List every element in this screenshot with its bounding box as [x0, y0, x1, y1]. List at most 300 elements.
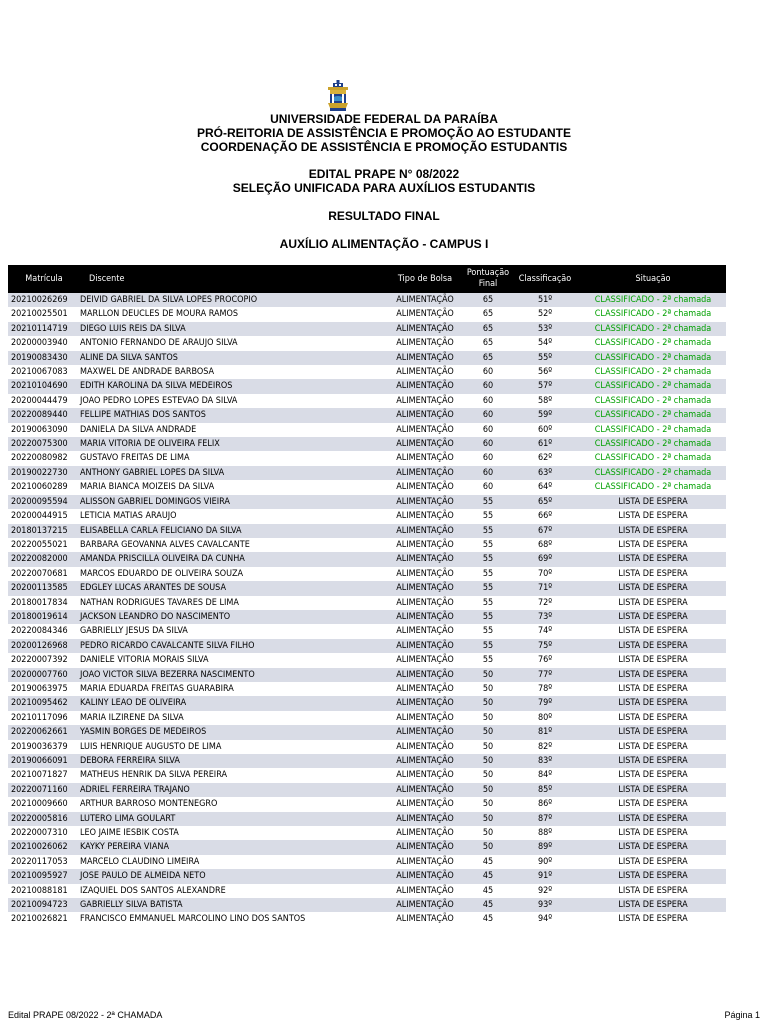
cell-situacao: CLASSIFICADO - 2ª chamada	[580, 307, 726, 321]
cell-tipo-bolsa: ALIMENTAÇÃO	[384, 912, 466, 926]
cell-situacao: LISTA DE ESPERA	[580, 725, 726, 739]
cell-classificacao: 70º	[510, 567, 580, 581]
cell-matricula: 20190036379	[8, 740, 77, 754]
cell-pontuacao: 45	[466, 884, 510, 898]
cell-tipo-bolsa: ALIMENTAÇÃO	[384, 394, 466, 408]
cell-tipo-bolsa: ALIMENTAÇÃO	[384, 639, 466, 653]
col-header-discente: Discente	[77, 265, 384, 293]
cell-situacao: CLASSIFICADO - 2ª chamada	[580, 423, 726, 437]
table-row	[8, 725, 726, 739]
cell-discente: JOSE PAULO DE ALMEIDA NETO	[77, 869, 384, 883]
cell-situacao: CLASSIFICADO - 2ª chamada	[580, 408, 726, 422]
table-row	[8, 668, 726, 682]
cell-situacao: LISTA DE ESPERA	[580, 581, 726, 595]
cell-classificacao: 92º	[510, 884, 580, 898]
cell-situacao: CLASSIFICADO - 2ª chamada	[580, 379, 726, 393]
cell-tipo-bolsa: ALIMENTAÇÃO	[384, 768, 466, 782]
cell-matricula: 20200095594	[8, 495, 77, 509]
cell-discente: MARIA VITORIA DE OLIVEIRA FELIX	[77, 437, 384, 451]
cell-situacao: LISTA DE ESPERA	[580, 567, 726, 581]
cell-discente: GUSTAVO FREITAS DE LIMA	[77, 451, 384, 465]
cell-matricula: 20210009660	[8, 797, 77, 811]
cell-pontuacao: 60	[466, 466, 510, 480]
cell-tipo-bolsa: ALIMENTAÇÃO	[384, 898, 466, 912]
table-row	[8, 855, 726, 869]
cell-pontuacao: 55	[466, 524, 510, 538]
cell-tipo-bolsa: ALIMENTAÇÃO	[384, 365, 466, 379]
table-row	[8, 826, 726, 840]
cell-classificacao: 94º	[510, 912, 580, 926]
cell-classificacao: 89º	[510, 840, 580, 854]
cell-matricula: 20200007760	[8, 668, 77, 682]
table-row	[8, 711, 726, 725]
table-row	[8, 552, 726, 566]
cell-classificacao: 86º	[510, 797, 580, 811]
cell-classificacao: 84º	[510, 768, 580, 782]
cell-matricula: 20200113585	[8, 581, 77, 595]
cell-discente: IZAQUIEL DOS SANTOS ALEXANDRE	[77, 884, 384, 898]
cell-matricula: 20210071827	[8, 768, 77, 782]
cell-discente: DANIELE VITORIA MORAIS SILVA	[77, 653, 384, 667]
cell-pontuacao: 65	[466, 351, 510, 365]
cell-situacao: LISTA DE ESPERA	[580, 596, 726, 610]
cell-classificacao: 64º	[510, 480, 580, 494]
cell-pontuacao: 55	[466, 596, 510, 610]
cell-classificacao: 78º	[510, 682, 580, 696]
cell-situacao: LISTA DE ESPERA	[580, 754, 726, 768]
cell-discente: FELLIPE MATHIAS DOS SANTOS	[77, 408, 384, 422]
cell-discente: LUTERO LIMA GOULART	[77, 812, 384, 826]
cell-matricula: 20180137215	[8, 524, 77, 538]
cell-tipo-bolsa: ALIMENTAÇÃO	[384, 754, 466, 768]
cell-classificacao: 56º	[510, 365, 580, 379]
cell-classificacao: 90º	[510, 855, 580, 869]
cell-matricula: 20210026062	[8, 840, 77, 854]
cell-matricula: 20210094723	[8, 898, 77, 912]
cell-discente: NATHAN RODRIGUES TAVARES DE LIMA	[77, 596, 384, 610]
cell-discente: JACKSON LEANDRO DO NASCIMENTO	[77, 610, 384, 624]
cell-classificacao: 65º	[510, 495, 580, 509]
cell-classificacao: 83º	[510, 754, 580, 768]
cell-classificacao: 75º	[510, 639, 580, 653]
cell-pontuacao: 45	[466, 869, 510, 883]
cell-situacao: LISTA DE ESPERA	[580, 884, 726, 898]
table-row	[8, 509, 726, 523]
cell-situacao: LISTA DE ESPERA	[580, 509, 726, 523]
cell-matricula: 20200126968	[8, 639, 77, 653]
result-title: RESULTADO FINAL	[328, 209, 440, 223]
cell-discente: DANIELA DA SILVA ANDRADE	[77, 423, 384, 437]
cell-pontuacao: 45	[466, 898, 510, 912]
table-row	[8, 365, 726, 379]
cell-matricula: 20210060289	[8, 480, 77, 494]
cell-classificacao: 81º	[510, 725, 580, 739]
cell-matricula: 20220082000	[8, 552, 77, 566]
table-row	[8, 912, 726, 926]
cell-matricula: 20180017834	[8, 596, 77, 610]
cell-situacao: CLASSIFICADO - 2ª chamada	[580, 365, 726, 379]
cell-pontuacao: 60	[466, 394, 510, 408]
cell-pontuacao: 60	[466, 379, 510, 393]
cell-matricula: 20210025501	[8, 307, 77, 321]
table-row	[8, 639, 726, 653]
table-row	[8, 783, 726, 797]
table-row	[8, 336, 726, 350]
cell-tipo-bolsa: ALIMENTAÇÃO	[384, 610, 466, 624]
cell-pontuacao: 55	[466, 538, 510, 552]
cell-pontuacao: 60	[466, 365, 510, 379]
table-row	[8, 653, 726, 667]
cell-tipo-bolsa: ALIMENTAÇÃO	[384, 812, 466, 826]
cell-situacao: LISTA DE ESPERA	[580, 768, 726, 782]
cell-discente: LETICIA MATIAS ARAUJO	[77, 509, 384, 523]
cell-pontuacao: 50	[466, 768, 510, 782]
cell-classificacao: 76º	[510, 653, 580, 667]
cell-discente: DEBORA FERREIRA SILVA	[77, 754, 384, 768]
cell-matricula: 20210114719	[8, 322, 77, 336]
cell-tipo-bolsa: ALIMENTAÇÃO	[384, 624, 466, 638]
cell-matricula: 20220089440	[8, 408, 77, 422]
cell-discente: FRANCISCO EMMANUEL MARCOLINO LINO DOS SANTOS	[77, 912, 384, 926]
cell-tipo-bolsa: ALIMENTAÇÃO	[384, 379, 466, 393]
cell-classificacao: 88º	[510, 826, 580, 840]
footer-page-number: Página 1	[724, 1010, 760, 1020]
cell-tipo-bolsa: ALIMENTAÇÃO	[384, 653, 466, 667]
table-row	[8, 624, 726, 638]
cell-matricula: 20220005816	[8, 812, 77, 826]
table-row	[8, 307, 726, 321]
cell-discente: KALINY LEAO DE OLIVEIRA	[77, 696, 384, 710]
table-row	[8, 740, 726, 754]
cell-discente: LEO JAIME IESBIK COSTA	[77, 826, 384, 840]
cell-discente: MARLLON DEUCLES DE MOURA RAMOS	[77, 307, 384, 321]
cell-matricula: 20220117053	[8, 855, 77, 869]
cell-situacao: LISTA DE ESPERA	[580, 610, 726, 624]
table-row	[8, 423, 726, 437]
cell-tipo-bolsa: ALIMENTAÇÃO	[384, 408, 466, 422]
cell-classificacao: 54º	[510, 336, 580, 350]
cell-discente: ELISABELLA CARLA FELICIANO DA SILVA	[77, 524, 384, 538]
cell-tipo-bolsa: ALIMENTAÇÃO	[384, 869, 466, 883]
cell-pontuacao: 50	[466, 711, 510, 725]
cell-pontuacao: 55	[466, 552, 510, 566]
cell-tipo-bolsa: ALIMENTAÇÃO	[384, 797, 466, 811]
cell-tipo-bolsa: ALIMENTAÇÃO	[384, 538, 466, 552]
cell-matricula: 20190022730	[8, 466, 77, 480]
cell-pontuacao: 50	[466, 812, 510, 826]
cell-classificacao: 73º	[510, 610, 580, 624]
cell-situacao: CLASSIFICADO - 2ª chamada	[580, 293, 726, 307]
cell-pontuacao: 65	[466, 336, 510, 350]
cell-pontuacao: 60	[466, 423, 510, 437]
cell-discente: ADRIEL FERREIRA TRAJANO	[77, 783, 384, 797]
cell-tipo-bolsa: ALIMENTAÇÃO	[384, 466, 466, 480]
cell-matricula: 20200044915	[8, 509, 77, 523]
cell-situacao: LISTA DE ESPERA	[580, 855, 726, 869]
cell-discente: EDGLEY LUCAS ARANTES DE SOUSA	[77, 581, 384, 595]
cell-tipo-bolsa: ALIMENTAÇÃO	[384, 423, 466, 437]
cell-matricula: 20210026269	[8, 293, 77, 307]
cell-situacao: LISTA DE ESPERA	[580, 495, 726, 509]
cell-tipo-bolsa: ALIMENTAÇÃO	[384, 855, 466, 869]
pro-rectorate-name: PRÓ-REITORIA DE ASSISTÊNCIA E PROMOÇÃO AO ESTUDANTE	[196, 126, 572, 140]
cell-matricula: 20220007310	[8, 826, 77, 840]
cell-matricula: 20220070681	[8, 567, 77, 581]
cell-situacao: LISTA DE ESPERA	[580, 898, 726, 912]
cell-pontuacao: 50	[466, 840, 510, 854]
cell-situacao: LISTA DE ESPERA	[580, 912, 726, 926]
cell-tipo-bolsa: ALIMENTAÇÃO	[384, 725, 466, 739]
cell-classificacao: 91º	[510, 869, 580, 883]
footer-edital: Edital PRAPE 08/2022 - 2ª CHAMADA	[8, 1010, 163, 1020]
edital-number: EDITAL PRAPE N° 08/2022	[308, 167, 460, 181]
cell-situacao: LISTA DE ESPERA	[580, 668, 726, 682]
cell-discente: MARIA EDUARDA FREITAS GUARABIRA	[77, 682, 384, 696]
university-name: UNIVERSIDADE FEDERAL DA PARAÍBA	[270, 112, 498, 126]
cell-situacao: LISTA DE ESPERA	[580, 696, 726, 710]
cell-situacao: LISTA DE ESPERA	[580, 869, 726, 883]
cell-pontuacao: 65	[466, 322, 510, 336]
table-row	[8, 437, 726, 451]
col-header-pontuacao-line2: Final	[478, 279, 498, 289]
cell-classificacao: 62º	[510, 451, 580, 465]
cell-matricula: 20210095927	[8, 869, 77, 883]
cell-discente: MATHEUS HENRIK DA SILVA PEREIRA	[77, 768, 384, 782]
cell-tipo-bolsa: ALIMENTAÇÃO	[384, 322, 466, 336]
cell-discente: AMANDA PRISCILLA OLIVEIRA DA CUNHA	[77, 552, 384, 566]
cell-pontuacao: 65	[466, 293, 510, 307]
cell-situacao: CLASSIFICADO - 2ª chamada	[580, 394, 726, 408]
cell-tipo-bolsa: ALIMENTAÇÃO	[384, 524, 466, 538]
col-header-pontuacao-line1: Pontuação	[466, 268, 510, 278]
cell-discente: MARCELO CLAUDINO LIMEIRA	[77, 855, 384, 869]
table-row	[8, 768, 726, 782]
cell-classificacao: 66º	[510, 509, 580, 523]
cell-pontuacao: 50	[466, 682, 510, 696]
cell-discente: GABRIELLY JESUS DA SILVA	[77, 624, 384, 638]
cell-pontuacao: 45	[466, 855, 510, 869]
cell-classificacao: 77º	[510, 668, 580, 682]
col-header-pontuacao	[466, 265, 510, 293]
cell-tipo-bolsa: ALIMENTAÇÃO	[384, 293, 466, 307]
cell-classificacao: 74º	[510, 624, 580, 638]
table-row	[8, 898, 726, 912]
cell-situacao: CLASSIFICADO - 2ª chamada	[580, 437, 726, 451]
cell-pontuacao: 50	[466, 725, 510, 739]
cell-tipo-bolsa: ALIMENTAÇÃO	[384, 840, 466, 854]
cell-situacao: LISTA DE ESPERA	[580, 826, 726, 840]
cell-tipo-bolsa: ALIMENTAÇÃO	[384, 509, 466, 523]
cell-matricula: 20220062661	[8, 725, 77, 739]
cell-pontuacao: 50	[466, 668, 510, 682]
cell-classificacao: 85º	[510, 783, 580, 797]
cell-matricula: 20210088181	[8, 884, 77, 898]
cell-matricula: 20190066091	[8, 754, 77, 768]
cell-matricula: 20190083430	[8, 351, 77, 365]
table-row	[8, 797, 726, 811]
cell-matricula: 20220075300	[8, 437, 77, 451]
cell-discente: JOAO VICTOR SILVA BEZERRA NASCIMENTO	[77, 668, 384, 682]
cell-classificacao: 72º	[510, 596, 580, 610]
table-row	[8, 581, 726, 595]
cell-pontuacao: 55	[466, 567, 510, 581]
cell-discente: PEDRO RICARDO CAVALCANTE SILVA FILHO	[77, 639, 384, 653]
cell-situacao: LISTA DE ESPERA	[580, 812, 726, 826]
cell-situacao: LISTA DE ESPERA	[580, 783, 726, 797]
cell-discente: MAXWEL DE ANDRADE BARBOSA	[77, 365, 384, 379]
cell-pontuacao: 50	[466, 783, 510, 797]
cell-situacao: LISTA DE ESPERA	[580, 524, 726, 538]
table-row	[8, 682, 726, 696]
cell-tipo-bolsa: ALIMENTAÇÃO	[384, 552, 466, 566]
cell-situacao: LISTA DE ESPERA	[580, 740, 726, 754]
table-row	[8, 451, 726, 465]
table-row	[8, 610, 726, 624]
aid-title: AUXÍLIO ALIMENTAÇÃO - CAMPUS I	[279, 237, 489, 251]
col-header-matricula: Matrícula	[8, 265, 77, 293]
cell-discente: DIEGO LUIS REIS DA SILVA	[77, 322, 384, 336]
cell-discente: ANTONIO FERNANDO DE ARAUJO SILVA	[77, 336, 384, 350]
table-row	[8, 696, 726, 710]
cell-tipo-bolsa: ALIMENTAÇÃO	[384, 740, 466, 754]
table-row	[8, 466, 726, 480]
table-row	[8, 840, 726, 854]
cell-classificacao: 55º	[510, 351, 580, 365]
cell-classificacao: 71º	[510, 581, 580, 595]
table-row	[8, 524, 726, 538]
results-table	[8, 265, 726, 927]
cell-discente: GABRIELLY SILVA BATISTA	[77, 898, 384, 912]
table-row	[8, 293, 726, 307]
cell-discente: LUIS HENRIQUE AUGUSTO DE LIMA	[77, 740, 384, 754]
col-header-tipo: Tipo de Bolsa	[384, 265, 466, 293]
cell-discente: KAYKY PEREIRA VIANA	[77, 840, 384, 854]
table-row	[8, 322, 726, 336]
cell-classificacao: 67º	[510, 524, 580, 538]
cell-matricula: 20220084346	[8, 624, 77, 638]
cell-situacao: CLASSIFICADO - 2ª chamada	[580, 466, 726, 480]
cell-classificacao: 93º	[510, 898, 580, 912]
cell-matricula: 20190063090	[8, 423, 77, 437]
cell-pontuacao: 50	[466, 797, 510, 811]
cell-situacao: LISTA DE ESPERA	[580, 682, 726, 696]
cell-situacao: LISTA DE ESPERA	[580, 624, 726, 638]
cell-pontuacao: 55	[466, 610, 510, 624]
cell-discente: MARCOS EDUARDO DE OLIVEIRA SOUZA	[77, 567, 384, 581]
cell-tipo-bolsa: ALIMENTAÇÃO	[384, 307, 466, 321]
cell-tipo-bolsa: ALIMENTAÇÃO	[384, 495, 466, 509]
cell-matricula: 20190063975	[8, 682, 77, 696]
cell-tipo-bolsa: ALIMENTAÇÃO	[384, 336, 466, 350]
cell-pontuacao: 60	[466, 480, 510, 494]
cell-pontuacao: 50	[466, 696, 510, 710]
cell-discente: ARTHUR BARROSO MONTENEGRO	[77, 797, 384, 811]
cell-situacao: CLASSIFICADO - 2ª chamada	[580, 322, 726, 336]
cell-pontuacao: 50	[466, 740, 510, 754]
cell-discente: ANTHONY GABRIEL LOPES DA SILVA	[77, 466, 384, 480]
cell-classificacao: 53º	[510, 322, 580, 336]
cell-situacao: LISTA DE ESPERA	[580, 653, 726, 667]
cell-tipo-bolsa: ALIMENTAÇÃO	[384, 596, 466, 610]
cell-classificacao: 69º	[510, 552, 580, 566]
cell-tipo-bolsa: ALIMENTAÇÃO	[384, 451, 466, 465]
cell-tipo-bolsa: ALIMENTAÇÃO	[384, 696, 466, 710]
cell-classificacao: 79º	[510, 696, 580, 710]
cell-tipo-bolsa: ALIMENTAÇÃO	[384, 437, 466, 451]
cell-matricula: 20220007392	[8, 653, 77, 667]
cell-matricula: 20210117096	[8, 711, 77, 725]
cell-situacao: LISTA DE ESPERA	[580, 552, 726, 566]
cell-situacao: CLASSIFICADO - 2ª chamada	[580, 480, 726, 494]
cell-classificacao: 87º	[510, 812, 580, 826]
cell-tipo-bolsa: ALIMENTAÇÃO	[384, 480, 466, 494]
coordination-name: COORDENAÇÃO DE ASSISTÊNCIA E PROMOÇÃO ESTUDANTIS	[200, 140, 568, 154]
cell-classificacao: 57º	[510, 379, 580, 393]
table-row	[8, 495, 726, 509]
cell-pontuacao: 60	[466, 437, 510, 451]
cell-tipo-bolsa: ALIMENTAÇÃO	[384, 884, 466, 898]
cell-classificacao: 52º	[510, 307, 580, 321]
selection-title: SELEÇÃO UNIFICADA PARA AUXÍLIOS ESTUDANTIS	[232, 181, 536, 195]
cell-situacao: LISTA DE ESPERA	[580, 797, 726, 811]
cell-tipo-bolsa: ALIMENTAÇÃO	[384, 581, 466, 595]
university-crest-logo	[326, 80, 350, 112]
cell-pontuacao: 55	[466, 653, 510, 667]
cell-matricula: 20210095462	[8, 696, 77, 710]
cell-matricula: 20200044479	[8, 394, 77, 408]
col-header-classificacao: Classificação	[510, 265, 580, 293]
cell-pontuacao: 60	[466, 408, 510, 422]
cell-classificacao: 80º	[510, 711, 580, 725]
cell-matricula: 20210067083	[8, 365, 77, 379]
cell-pontuacao: 45	[466, 912, 510, 926]
table-row	[8, 538, 726, 552]
cell-matricula: 20210026821	[8, 912, 77, 926]
cell-situacao: CLASSIFICADO - 2ª chamada	[580, 351, 726, 365]
cell-discente: JOAO PEDRO LOPES ESTEVAO DA SILVA	[77, 394, 384, 408]
cell-tipo-bolsa: ALIMENTAÇÃO	[384, 826, 466, 840]
cell-classificacao: 60º	[510, 423, 580, 437]
cell-matricula: 20220055021	[8, 538, 77, 552]
table-row	[8, 869, 726, 883]
table-row	[8, 480, 726, 494]
cell-pontuacao: 55	[466, 624, 510, 638]
cell-situacao: CLASSIFICADO - 2ª chamada	[580, 451, 726, 465]
table-row	[8, 567, 726, 581]
cell-pontuacao: 55	[466, 581, 510, 595]
cell-tipo-bolsa: ALIMENTAÇÃO	[384, 783, 466, 797]
table-row	[8, 394, 726, 408]
cell-classificacao: 63º	[510, 466, 580, 480]
cell-matricula: 20220071160	[8, 783, 77, 797]
cell-discente: DEIVID GABRIEL DA SILVA LOPES PROCOPIO	[77, 293, 384, 307]
cell-classificacao: 68º	[510, 538, 580, 552]
table-row	[8, 408, 726, 422]
cell-tipo-bolsa: ALIMENTAÇÃO	[384, 711, 466, 725]
cell-pontuacao: 55	[466, 509, 510, 523]
cell-situacao: LISTA DE ESPERA	[580, 639, 726, 653]
cell-matricula: 20180019614	[8, 610, 77, 624]
cell-classificacao: 58º	[510, 394, 580, 408]
cell-pontuacao: 65	[466, 307, 510, 321]
cell-tipo-bolsa: ALIMENTAÇÃO	[384, 351, 466, 365]
cell-tipo-bolsa: ALIMENTAÇÃO	[384, 567, 466, 581]
cell-classificacao: 61º	[510, 437, 580, 451]
table-row	[8, 596, 726, 610]
cell-classificacao: 82º	[510, 740, 580, 754]
cell-pontuacao: 50	[466, 754, 510, 768]
cell-discente: ALINE DA SILVA SANTOS	[77, 351, 384, 365]
